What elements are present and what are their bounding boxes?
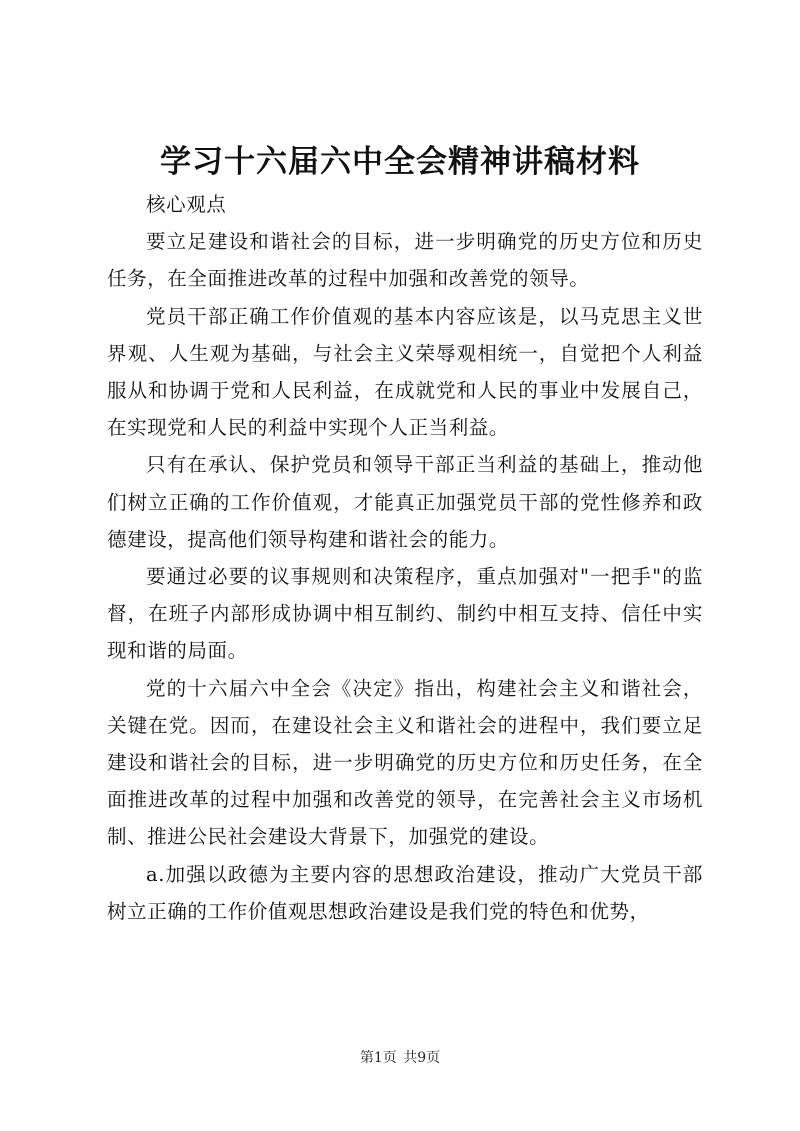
document-body — [107, 186, 703, 930]
paragraph-2: 党员干部正确工作价值观的基本内容应该是，以马克思主义世界观、人生观为基础，与社会主义荣辱观相统一，自觉把个人利益服从和协调于党和人民利益，在成就党和人民的事业中发展自己，在实现党和人民的利益中实现个人正当利益。 — [107, 304, 703, 440]
page-number: 第1页 — [359, 1050, 397, 1066]
paragraph-4: 要通过必要的议事规则和决策程序，重点加强对"一把手"的监督，在班子内部形成协调中相互制约、制约中相互支持、信任中实现和谐的局面。 — [107, 565, 703, 663]
paragraph-6: a.加强以政德为主要内容的思想政治建设，推动广大党员干部树立正确的工作价值观思想政治建设是我们党的特色和优势， — [107, 862, 703, 923]
paragraph-key-points-heading: 核心观点 — [146, 193, 227, 216]
paragraph-3: 只有在承认、保护党员和领导干部正当利益的基础上，推动他们树立正确的工作价值观，才能真正加强党员干部的党性修养和政德建设，提高他们领导构建和谐社会的能力。 — [107, 453, 703, 551]
page-footer — [0, 1048, 800, 1068]
document-title: 学习十六届六中全会精神讲稿材料 — [160, 144, 640, 180]
page-total: 共9页 — [403, 1050, 441, 1066]
paragraph-1: 要立足建设和谐社会的目标，进一步明确党的历史方位和历史任务，在全面推进改革的过程中加强和改善党的领导。 — [107, 230, 703, 291]
paragraph-5: 党的十六届六中全会《决定》指出，构建社会主义和谐社会，关键在党。因而，在建设社会主义和谐社会的进程中，我们要立足建设和谐社会的目标，进一步明确党的历史方位和历史任务，在全面推进改革的过程中加强和改善党的领导，在完善社会主义市场机制、推进公民社会建设大背景下，加强党的建设。 — [107, 676, 703, 849]
